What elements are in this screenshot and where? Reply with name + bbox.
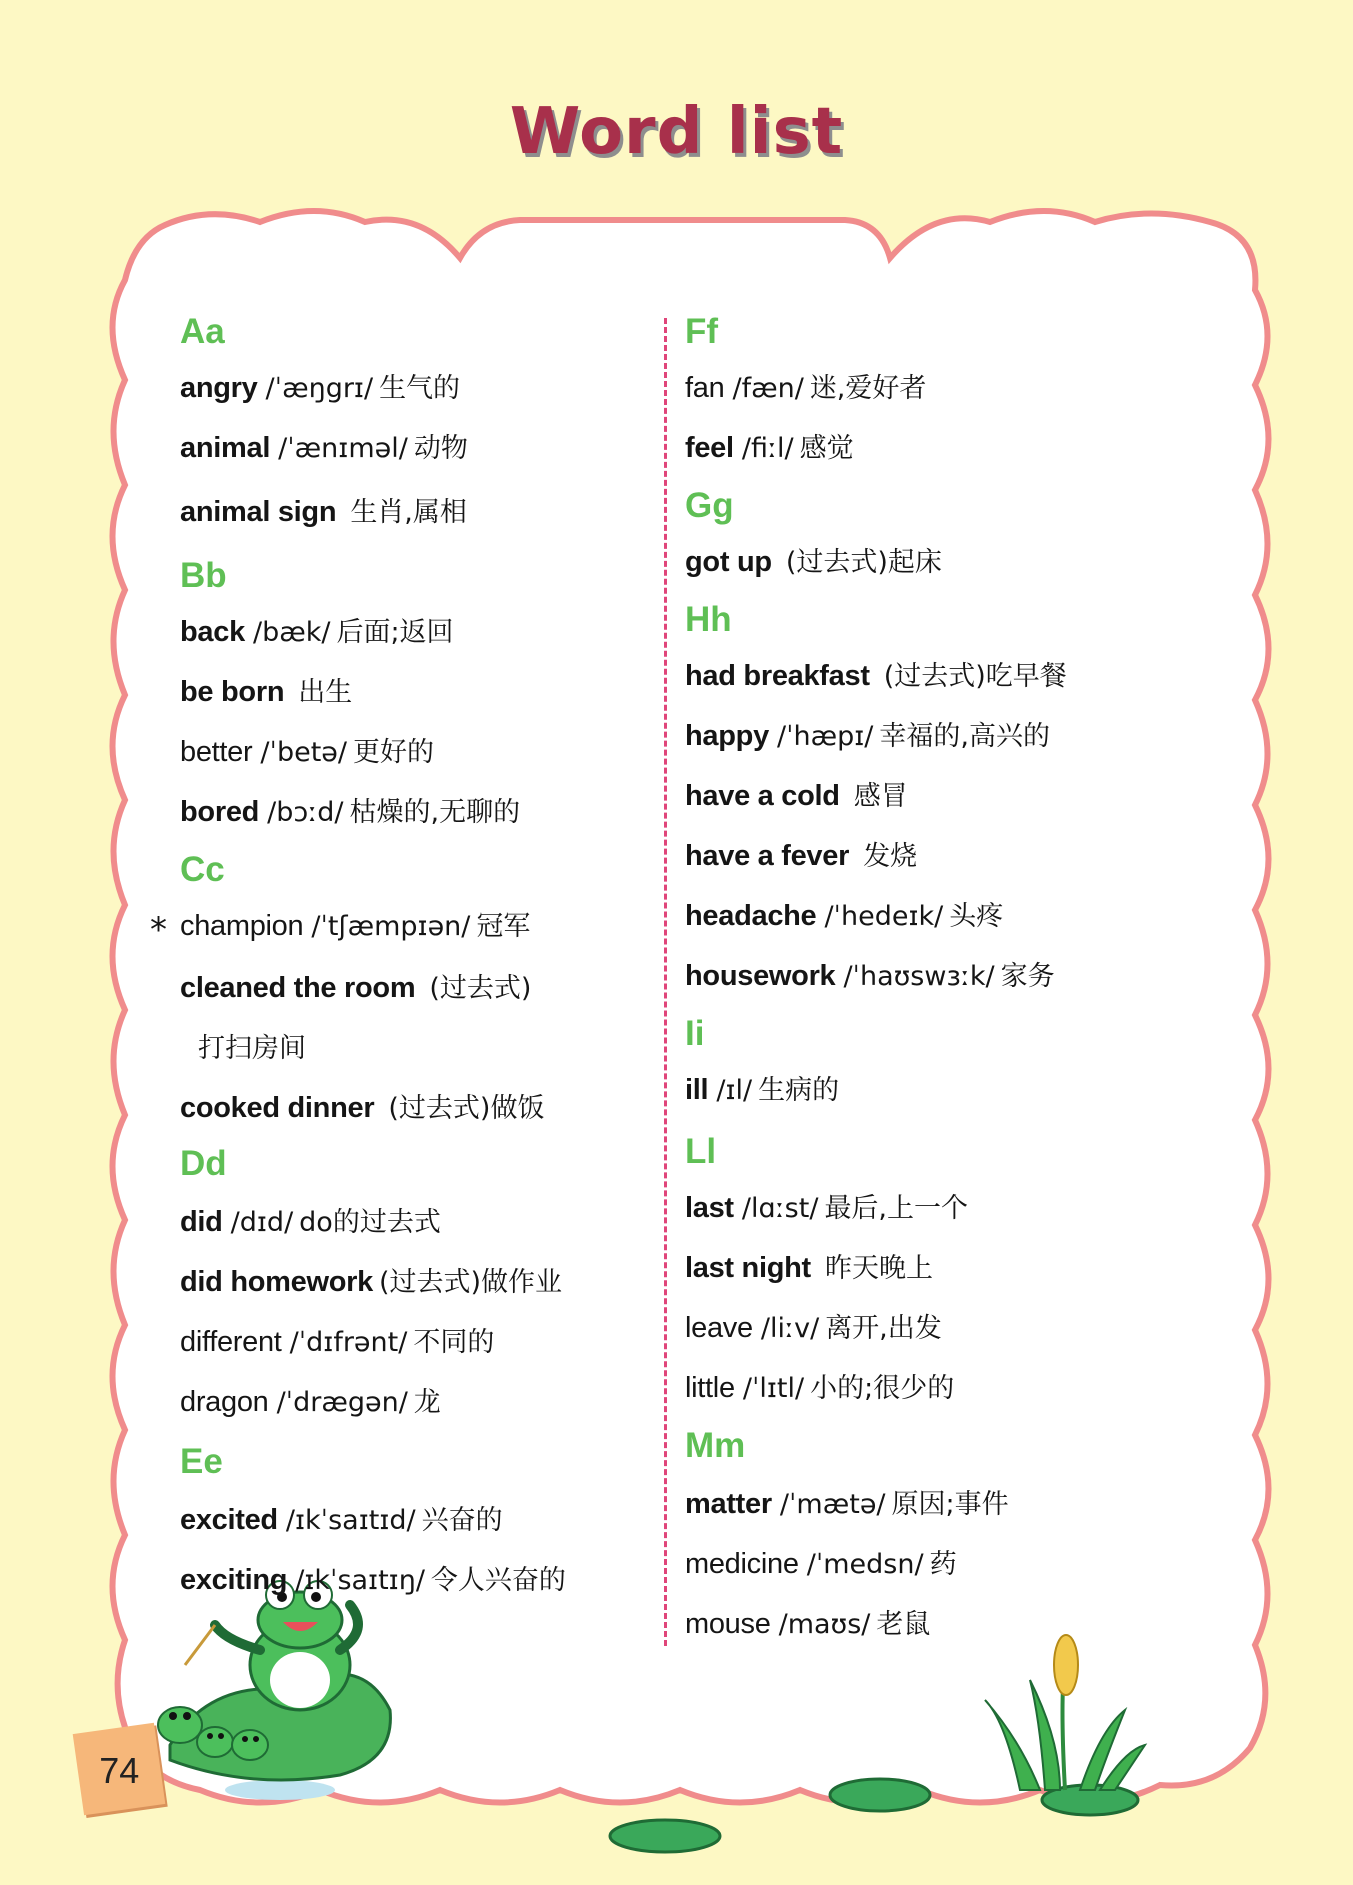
water-puddle-icon <box>225 1780 335 1800</box>
meaning: (过去式)做饭 <box>388 1093 545 1124</box>
meaning: 生病的 <box>758 1075 840 1106</box>
word: dragon <box>180 1386 269 1418</box>
word: cleaned the room <box>180 972 416 1004</box>
meaning: 感冒 <box>853 781 908 812</box>
phonetic: /maʊs/ <box>778 1609 871 1640</box>
word: got up <box>685 546 772 578</box>
letter-heading-b: Bb <box>180 556 227 595</box>
phonetic: /ˈbetə/ <box>260 737 347 768</box>
phonetic: /ɪl/ <box>716 1075 753 1106</box>
entry-housework <box>685 954 1055 993</box>
word: back <box>180 616 245 648</box>
word: last night <box>685 1252 811 1284</box>
word: headache <box>685 900 817 932</box>
phonetic: /ˈhæpɪ/ <box>776 721 874 752</box>
letter-heading-g: Gg <box>685 486 734 525</box>
word: ill <box>685 1074 709 1106</box>
meaning: 兴奋的 <box>421 1505 503 1536</box>
word: have a cold <box>685 780 840 812</box>
phonetic: /bɔːd/ <box>267 797 344 828</box>
word: angry <box>180 372 258 404</box>
letter-heading-f: Ff <box>685 312 719 351</box>
entry-different <box>180 1320 494 1359</box>
letter-heading-m: Mm <box>685 1426 746 1465</box>
entry-got-up <box>685 540 942 579</box>
word: animal sign <box>180 496 337 528</box>
column-divider <box>664 318 667 1646</box>
meaning: 家务 <box>1000 961 1055 992</box>
meaning: 最后,上一个 <box>824 1193 969 1224</box>
word: did <box>180 1206 223 1238</box>
entry-angry <box>180 366 460 405</box>
entry-be-born <box>180 670 352 709</box>
meaning: 出生 <box>298 677 353 708</box>
meaning: 老鼠 <box>876 1609 931 1640</box>
phonetic: /ˈlɪtl/ <box>742 1373 805 1404</box>
word: matter <box>685 1488 772 1520</box>
letter-heading-i: Ii <box>685 1014 705 1053</box>
letter-heading-c: Cc <box>180 850 225 889</box>
phonetic: /dɪd/ <box>230 1207 294 1238</box>
word: animal <box>180 432 271 464</box>
meaning: 不同的 <box>413 1327 495 1358</box>
word: housework <box>685 960 836 992</box>
entry-feel <box>685 426 854 465</box>
page-number: 74 <box>99 1749 140 1791</box>
phonetic: /ˈdɪfrənt/ <box>289 1327 408 1358</box>
meaning: 生气的 <box>379 373 461 404</box>
page-title: Word list <box>509 95 844 169</box>
meaning: 小的;很少的 <box>810 1373 955 1404</box>
phonetic: /ɪkˈsaɪtɪd/ <box>285 1505 416 1536</box>
phonetic: /ˈmætə/ <box>779 1489 886 1520</box>
letter-heading-e: Ee <box>180 1442 223 1481</box>
entry-fan <box>685 366 926 405</box>
phonetic: /bæk/ <box>252 617 331 648</box>
word: mouse <box>685 1608 771 1640</box>
word: have a fever <box>685 840 850 872</box>
entry-last <box>685 1186 968 1225</box>
entry-did-homework <box>180 1260 562 1299</box>
entry-have-a-cold <box>685 774 908 813</box>
entry-animal <box>180 426 468 465</box>
meaning: 离开,出发 <box>825 1313 942 1344</box>
word: different <box>180 1326 282 1358</box>
meaning-continued: 打扫房间 <box>198 1033 306 1064</box>
entry-bored <box>180 790 520 829</box>
meaning: 感觉 <box>799 433 854 464</box>
entry-did <box>180 1200 441 1239</box>
meaning: 幸福的,高兴的 <box>879 721 1050 752</box>
meaning: 头疼 <box>949 901 1004 932</box>
entry-better <box>180 730 434 769</box>
word: happy <box>685 720 769 752</box>
entry-animal-sign <box>180 490 467 529</box>
word: medicine <box>685 1548 799 1580</box>
meaning: 冠军 <box>476 911 531 942</box>
phonetic: /ɪkˈsaɪtɪŋ/ <box>295 1565 425 1596</box>
entry-back <box>180 610 454 649</box>
entry-headache <box>685 894 1003 933</box>
letter-heading-l: Ll <box>685 1132 717 1171</box>
phonetic: /ˈænɪməl/ <box>278 433 408 464</box>
page-number-tag <box>73 1723 166 1816</box>
entry-last-night <box>685 1246 933 1285</box>
phonetic: /ˈtʃæmpɪən/ <box>311 911 471 942</box>
meaning: 原因;事件 <box>891 1489 1009 1520</box>
entry-had-breakfast <box>685 654 1067 693</box>
meaning: 令人兴奋的 <box>430 1565 566 1596</box>
lily-pad-icon <box>830 1779 930 1811</box>
word: fan <box>685 372 725 404</box>
word: had breakfast <box>685 660 870 692</box>
letter-heading-a: Aa <box>180 312 225 351</box>
meaning: (过去式)吃早餐 <box>883 661 1067 692</box>
word: feel <box>685 432 734 464</box>
entry-ill <box>685 1068 839 1107</box>
phonetic: /fæn/ <box>732 373 804 404</box>
entry-leave <box>685 1306 942 1345</box>
meaning: (过去式) <box>429 973 532 1004</box>
word: last <box>685 1192 734 1224</box>
meaning: (过去式)做作业 <box>378 1267 563 1298</box>
phonetic: /liːv/ <box>760 1313 820 1344</box>
word: be born <box>180 676 285 708</box>
meaning: 枯燥的,无聊的 <box>349 797 521 828</box>
meaning: 更好的 <box>353 737 434 768</box>
meaning: 龙 <box>413 1387 441 1418</box>
phonetic: /fiːl/ <box>741 433 794 464</box>
star-marker: * <box>150 910 167 950</box>
word: bored <box>180 796 260 828</box>
word: excited <box>180 1504 278 1536</box>
word: cooked dinner <box>180 1092 375 1124</box>
phonetic: /ˈæŋgrɪ/ <box>265 373 374 404</box>
meaning: 生肖,属相 <box>350 497 467 528</box>
meaning: 动物 <box>413 433 468 464</box>
entry-have-a-fever <box>685 834 917 873</box>
word: leave <box>685 1312 753 1344</box>
phonetic: /ˈhedeɪk/ <box>824 901 944 932</box>
word: better <box>180 736 253 768</box>
meaning: 后面;返回 <box>336 617 454 648</box>
meaning: 昨天晚上 <box>824 1253 933 1284</box>
word: champion <box>180 910 304 942</box>
phonetic: /ˈmedsn/ <box>806 1549 924 1580</box>
entry-exciting <box>180 1558 566 1597</box>
entry-medicine <box>685 1542 957 1581</box>
entry-happy <box>685 714 1050 753</box>
meaning: 药 <box>929 1549 957 1580</box>
entry-champion <box>180 904 530 943</box>
entry-cleaned-the-room <box>180 966 531 1005</box>
lily-pad-icon <box>610 1820 720 1852</box>
word: did homework <box>180 1266 373 1298</box>
word: exciting <box>180 1564 288 1596</box>
entry-dragon <box>180 1380 441 1419</box>
meaning: 发烧 <box>863 841 918 872</box>
meaning: 迷,爱好者 <box>809 373 927 404</box>
word: little <box>685 1372 735 1404</box>
entry-matter <box>685 1482 1009 1521</box>
entry-mouse <box>685 1602 930 1641</box>
phonetic: /ˈdrægən/ <box>276 1387 408 1418</box>
entry-cooked-dinner <box>180 1086 544 1125</box>
letter-heading-h: Hh <box>685 600 732 639</box>
entry-excited <box>180 1498 503 1537</box>
meaning: (过去式)起床 <box>785 547 942 578</box>
entry-little <box>685 1366 954 1405</box>
letter-heading-d: Dd <box>180 1144 227 1183</box>
phonetic: /ˈhaʊswɜːk/ <box>843 961 995 992</box>
phonetic: /lɑːst/ <box>741 1193 819 1224</box>
meaning: do的过去式 <box>299 1207 441 1238</box>
